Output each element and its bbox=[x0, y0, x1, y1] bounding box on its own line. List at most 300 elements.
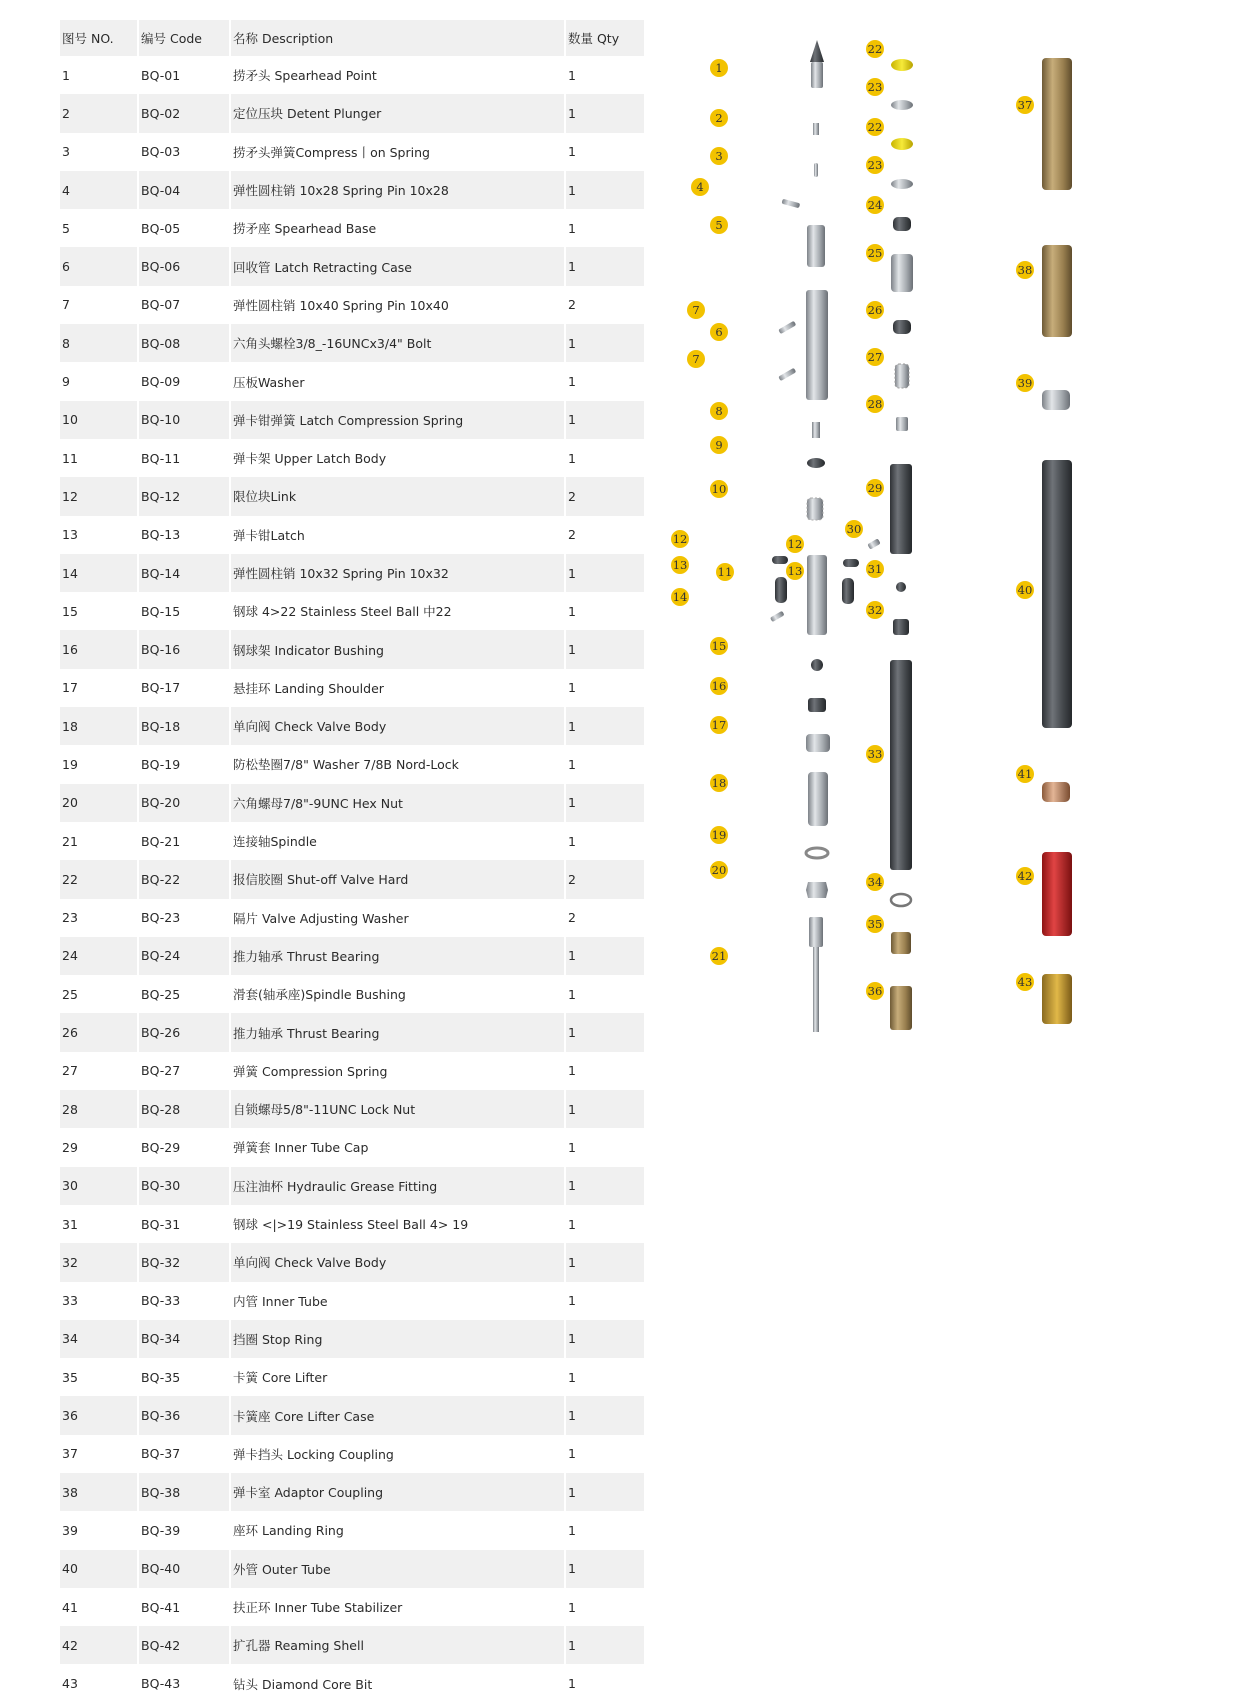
part-latch-spring bbox=[807, 498, 823, 520]
cell-no: 21 bbox=[62, 833, 78, 849]
table-row bbox=[60, 899, 644, 937]
callout-badge bbox=[866, 40, 884, 58]
table-row bbox=[60, 1013, 644, 1051]
table-header-row bbox=[60, 20, 644, 56]
callout-badge-number: 15 bbox=[711, 639, 727, 653]
callout-badge-number: 33 bbox=[867, 747, 883, 761]
callout-badge-number: 22 bbox=[867, 120, 883, 134]
table-row bbox=[60, 669, 644, 707]
cell-code: BQ-39 bbox=[138, 1511, 230, 1549]
callout-badge-number: 7 bbox=[692, 303, 700, 317]
cell-description: 弹卡钳Latch bbox=[230, 516, 565, 554]
cell-no: 26 bbox=[60, 1013, 138, 1051]
cell-code: BQ-27 bbox=[138, 1052, 230, 1090]
cell-code: BQ-42 bbox=[138, 1626, 230, 1664]
table-row bbox=[60, 1243, 644, 1281]
part-nord-lock-washer bbox=[806, 848, 828, 858]
cell-no: 19 bbox=[62, 756, 78, 772]
cell-qty: 1 bbox=[565, 630, 644, 668]
part-grease-fitting bbox=[867, 538, 880, 549]
cell-description: 回收管 Latch Retracting Case bbox=[230, 247, 565, 285]
callout-badge-number: 3 bbox=[715, 149, 723, 163]
callout-badge-number: 24 bbox=[867, 198, 883, 212]
cell-qty: 1 bbox=[565, 247, 644, 285]
callout-badge-number: 42 bbox=[1017, 869, 1033, 883]
table-row bbox=[60, 745, 644, 783]
callout-badge bbox=[691, 178, 709, 196]
callout-badge bbox=[710, 677, 728, 695]
cell-description: 弹簧套 Inner Tube Cap bbox=[230, 1128, 565, 1166]
cell-description: 外管 Outer Tube bbox=[230, 1550, 565, 1588]
callout-badge-number: 18 bbox=[711, 776, 727, 790]
callout-badge bbox=[710, 826, 728, 844]
table-row bbox=[60, 1550, 644, 1588]
part-valve-washer-b bbox=[891, 179, 913, 189]
table-row bbox=[60, 477, 644, 515]
part-spearhead-point bbox=[810, 40, 824, 88]
cell-no: 2 bbox=[60, 94, 138, 132]
cell-no: 39 bbox=[62, 1522, 78, 1538]
callout-badge bbox=[710, 147, 728, 165]
cell-description: 内管 Inner Tube bbox=[230, 1282, 565, 1320]
part-detent-plunger bbox=[813, 123, 819, 135]
part-hex-bolt bbox=[812, 422, 820, 438]
cell-qty: 1 bbox=[565, 784, 644, 822]
cell-description: 自锁螺母5/8"-11UNC Lock Nut bbox=[230, 1090, 565, 1128]
table-row bbox=[60, 707, 644, 745]
cell-description: 防松垫圈7/8" Washer 7/8B Nord-Lock bbox=[230, 745, 565, 783]
callout-badge-number: 38 bbox=[1017, 263, 1033, 277]
cell-qty: 2 bbox=[565, 516, 644, 554]
callout-badge-number: 4 bbox=[696, 180, 704, 194]
cell-description: 六角螺母7/8"-9UNC Hex Nut bbox=[230, 784, 565, 822]
part-latch-b bbox=[842, 578, 854, 604]
part-thrust-bearing-a bbox=[893, 217, 911, 231]
cell-no: 38 bbox=[60, 1473, 138, 1511]
callout-badge bbox=[710, 323, 728, 341]
callout-badge-number: 26 bbox=[867, 303, 883, 317]
cell-no: 36 bbox=[60, 1396, 138, 1434]
cell-no: 20 bbox=[60, 784, 138, 822]
part-landing-ring bbox=[1042, 390, 1070, 410]
cell-description: 捞矛头弹簧Compress丨on Spring bbox=[230, 133, 565, 171]
cell-no: 18 bbox=[60, 707, 138, 745]
cell-no: 34 bbox=[60, 1320, 138, 1358]
table-row bbox=[60, 1167, 644, 1205]
cell-code: BQ-28 bbox=[138, 1090, 230, 1128]
cell-description: 弹卡室 Adaptor Coupling bbox=[230, 1473, 565, 1511]
cell-code: BQ-33 bbox=[138, 1282, 230, 1320]
cell-no: 23 bbox=[62, 910, 78, 926]
table-row bbox=[60, 439, 644, 477]
cell-no: 30 bbox=[60, 1167, 138, 1205]
callout-badge bbox=[716, 563, 734, 581]
cell-description: 推力轴承 Thrust Bearing bbox=[230, 1013, 565, 1051]
part-steel-ball-22 bbox=[811, 659, 823, 671]
cell-no: 40 bbox=[60, 1550, 138, 1588]
callout-badge bbox=[845, 520, 863, 538]
cell-qty: 1 bbox=[565, 1128, 644, 1166]
table-row bbox=[60, 1090, 644, 1128]
callout-badge-number: 8 bbox=[715, 404, 723, 418]
cell-qty: 1 bbox=[565, 1626, 644, 1664]
part-washer bbox=[807, 458, 825, 468]
cell-description: 扶正环 Inner Tube Stabilizer bbox=[230, 1588, 565, 1626]
callout-badge-number: 27 bbox=[867, 350, 883, 364]
table-row bbox=[60, 1435, 644, 1473]
callout-badge bbox=[866, 982, 884, 1000]
callout-badge bbox=[866, 156, 884, 174]
callout-badge bbox=[1016, 581, 1034, 599]
cell-no: 12 bbox=[60, 477, 138, 515]
cell-no: 35 bbox=[62, 1369, 78, 1385]
cell-code: BQ-34 bbox=[138, 1320, 230, 1358]
callout-badge-number: 40 bbox=[1017, 583, 1033, 597]
part-check-valve-body-b bbox=[893, 619, 909, 635]
cell-no: 9 bbox=[62, 374, 70, 390]
callout-badge-number: 23 bbox=[867, 158, 883, 172]
cell-description: 单向阀 Check Valve Body bbox=[230, 707, 565, 745]
callout-badge-number: 32 bbox=[867, 603, 883, 617]
callout-badge-number: 35 bbox=[867, 917, 883, 931]
cell-qty: 1 bbox=[565, 1358, 644, 1396]
cell-code: BQ-11 bbox=[138, 439, 230, 477]
callout-badge bbox=[866, 915, 884, 933]
callout-badge bbox=[710, 861, 728, 879]
cell-no: 28 bbox=[60, 1090, 138, 1128]
cell-no: 14 bbox=[60, 554, 138, 592]
cell-qty: 1 bbox=[565, 745, 644, 783]
cell-no: 25 bbox=[62, 986, 78, 1002]
cell-qty: 1 bbox=[565, 56, 644, 94]
cell-qty: 1 bbox=[565, 669, 644, 707]
callout-badge bbox=[710, 109, 728, 127]
callout-badge-number: 6 bbox=[715, 325, 723, 339]
callout-badge-number: 30 bbox=[846, 522, 862, 536]
cell-code: BQ-32 bbox=[138, 1243, 230, 1281]
cell-no: 22 bbox=[60, 860, 138, 898]
part-spearhead-spring bbox=[814, 163, 818, 177]
part-hex-nut bbox=[806, 882, 828, 898]
cell-code: BQ-09 bbox=[138, 362, 230, 400]
cell-description: 推力轴承 Thrust Bearing bbox=[230, 937, 565, 975]
table-row bbox=[60, 822, 644, 860]
cell-code: BQ-05 bbox=[138, 209, 230, 247]
cell-no: 6 bbox=[60, 247, 138, 285]
callout-badge bbox=[866, 348, 884, 366]
callout-badge-number: 37 bbox=[1017, 98, 1033, 112]
callout-badge bbox=[1016, 765, 1034, 783]
cell-qty: 1 bbox=[565, 1435, 644, 1473]
cell-qty: 2 bbox=[565, 286, 644, 324]
cell-no: 32 bbox=[60, 1243, 138, 1281]
cell-qty: 1 bbox=[565, 1052, 644, 1090]
callout-badge-number: 19 bbox=[711, 828, 727, 842]
table-row bbox=[60, 1588, 644, 1626]
cell-description: 弹卡钳弹簧 Latch Compression Spring bbox=[230, 401, 565, 439]
part-link-b bbox=[843, 559, 859, 567]
exploded-parts-diagram bbox=[672, 20, 1220, 1140]
cell-code: BQ-19 bbox=[138, 745, 230, 783]
part-spring-pin-10x40-b bbox=[778, 368, 796, 381]
cell-code: BQ-02 bbox=[138, 94, 230, 132]
cell-description: 压板Washer bbox=[230, 362, 565, 400]
cell-qty: 1 bbox=[565, 1013, 644, 1051]
table-row bbox=[60, 1052, 644, 1090]
callout-badge bbox=[710, 216, 728, 234]
callout-badges bbox=[671, 40, 1034, 1000]
cell-description: 弹性圆柱销 10x40 Spring Pin 10x40 bbox=[230, 286, 565, 324]
callout-badge-number: 10 bbox=[711, 482, 727, 496]
cell-qty: 1 bbox=[565, 324, 644, 362]
callout-badge-number: 1 bbox=[715, 61, 723, 75]
cell-description: 压注油杯 Hydraulic Grease Fitting bbox=[230, 1167, 565, 1205]
part-thrust-bearing-b bbox=[893, 320, 911, 334]
part-steel-ball-19 bbox=[896, 582, 906, 592]
cell-code: BQ-04 bbox=[138, 171, 230, 209]
cell-qty: 1 bbox=[565, 937, 644, 975]
cell-description: 卡簧 Core Lifter bbox=[230, 1358, 565, 1396]
cell-no: 43 bbox=[62, 1676, 78, 1692]
cell-qty: 1 bbox=[565, 133, 644, 171]
table-row bbox=[60, 1511, 644, 1549]
part-adaptor-coupling bbox=[1042, 245, 1072, 337]
part-latch-a bbox=[775, 577, 787, 603]
part-core-lifter bbox=[891, 932, 911, 954]
table-row bbox=[60, 133, 644, 171]
cell-code: BQ-41 bbox=[138, 1588, 230, 1626]
cell-qty: 1 bbox=[565, 592, 644, 630]
table-row bbox=[60, 247, 644, 285]
cell-no: 41 bbox=[62, 1599, 78, 1615]
table-row bbox=[60, 171, 644, 209]
callout-badge bbox=[866, 479, 884, 497]
part-core-lifter-case bbox=[890, 986, 912, 1030]
cell-description: 弹卡挡头 Locking Coupling bbox=[230, 1435, 565, 1473]
callout-badge bbox=[710, 59, 728, 77]
callout-badge-number: 23 bbox=[867, 80, 883, 94]
cell-code: BQ-08 bbox=[138, 324, 230, 362]
cell-code: BQ-06 bbox=[138, 247, 230, 285]
cell-qty: 1 bbox=[565, 439, 644, 477]
cell-qty: 1 bbox=[565, 1473, 644, 1511]
cell-code: BQ-20 bbox=[138, 784, 230, 822]
callout-badge-number: 21 bbox=[711, 949, 727, 963]
cell-no: 31 bbox=[62, 1216, 78, 1232]
callout-badge bbox=[866, 395, 884, 413]
callout-badge-number: 41 bbox=[1017, 767, 1033, 781]
cell-description: 弹性圆柱销 10x28 Spring Pin 10x28 bbox=[230, 171, 565, 209]
cell-no: 10 bbox=[60, 401, 138, 439]
cell-code: BQ-14 bbox=[138, 554, 230, 592]
cell-code: BQ-16 bbox=[138, 630, 230, 668]
callout-badge bbox=[710, 402, 728, 420]
cell-code: BQ-03 bbox=[138, 133, 230, 171]
part-spring-pin-10x28 bbox=[782, 199, 801, 208]
part-indicator-bushing bbox=[808, 698, 826, 712]
callout-badge bbox=[866, 301, 884, 319]
cell-description: 报信胶圈 Shut-off Valve Hard bbox=[230, 860, 565, 898]
part-spindle bbox=[809, 917, 823, 1032]
cell-no: 1 bbox=[62, 67, 70, 83]
cell-description: 定位压块 Detent Plunger bbox=[230, 94, 565, 132]
parts-drawing bbox=[672, 20, 1220, 1140]
cell-code: BQ-31 bbox=[138, 1205, 230, 1243]
cell-qty: 1 bbox=[565, 94, 644, 132]
table-row bbox=[60, 324, 644, 362]
callout-badge bbox=[1016, 867, 1034, 885]
table-row bbox=[60, 56, 644, 94]
cell-qty: 1 bbox=[565, 822, 644, 860]
cell-qty: 1 bbox=[565, 1243, 644, 1281]
callout-badge bbox=[687, 301, 705, 319]
callout-badge bbox=[786, 535, 804, 553]
cell-code: BQ-24 bbox=[138, 937, 230, 975]
callout-badge-number: 36 bbox=[867, 984, 883, 998]
callout-badge-number: 2 bbox=[715, 111, 723, 125]
cell-no: 29 bbox=[62, 1139, 78, 1155]
part-spring-pin-10x40-a bbox=[778, 321, 796, 334]
cell-no: 27 bbox=[62, 1063, 78, 1079]
cell-code: BQ-01 bbox=[138, 56, 230, 94]
callout-badge bbox=[866, 196, 884, 214]
part-reaming-shell bbox=[1042, 852, 1072, 936]
cell-code: BQ-17 bbox=[138, 669, 230, 707]
part-check-valve-body-a bbox=[808, 772, 828, 826]
part-latch-retracting-case bbox=[806, 290, 828, 400]
callout-badge-number: 12 bbox=[672, 532, 688, 546]
cell-no: 16 bbox=[60, 630, 138, 668]
table-row bbox=[60, 1664, 644, 1702]
header-description: 名称 Description bbox=[230, 20, 565, 56]
part-shutoff-valve-b bbox=[891, 138, 913, 150]
callout-badge-number: 5 bbox=[715, 218, 723, 232]
cell-qty: 1 bbox=[565, 707, 644, 745]
table-row bbox=[60, 554, 644, 592]
cell-description: 单向阀 Check Valve Body bbox=[230, 1243, 565, 1281]
part-spring-pin-10x32 bbox=[770, 611, 785, 622]
cell-qty: 1 bbox=[565, 1167, 644, 1205]
callout-badge bbox=[1016, 96, 1034, 114]
part-diamond-core-bit bbox=[1042, 974, 1072, 1024]
callout-badge-number: 34 bbox=[867, 875, 883, 889]
cell-qty: 1 bbox=[565, 1205, 644, 1243]
cell-qty: 1 bbox=[565, 362, 644, 400]
cell-qty: 1 bbox=[565, 1090, 644, 1128]
cell-code: BQ-40 bbox=[138, 1550, 230, 1588]
callout-badge bbox=[866, 244, 884, 262]
callout-badge-number: 13 bbox=[787, 564, 803, 578]
callout-badge-number: 14 bbox=[672, 590, 688, 604]
cell-no: 15 bbox=[62, 603, 78, 619]
header-code: 编号 Code bbox=[138, 20, 230, 56]
callout-badge bbox=[710, 637, 728, 655]
cell-qty: 2 bbox=[565, 860, 644, 898]
cell-no: 5 bbox=[62, 220, 70, 236]
cell-description: 钢球架 Indicator Bushing bbox=[230, 630, 565, 668]
cell-description: 钢球 <|>19 Stainless Steel Ball 4> 19 bbox=[230, 1205, 565, 1243]
callout-badge bbox=[710, 774, 728, 792]
cell-description: 钻头 Diamond Core Bit bbox=[230, 1664, 565, 1702]
cell-code: BQ-21 bbox=[138, 822, 230, 860]
cell-description: 限位块Link bbox=[230, 477, 565, 515]
part-landing-shoulder bbox=[806, 734, 830, 752]
part-spindle-bushing bbox=[891, 254, 913, 292]
cell-qty: 2 bbox=[565, 899, 644, 937]
cell-description: 钢球 4>22 Stainless Steel Ball 中22 bbox=[230, 592, 565, 630]
callout-badge-number: 31 bbox=[867, 562, 883, 576]
cell-description: 捞矛头 Spearhead Point bbox=[230, 56, 565, 94]
callout-badge bbox=[710, 947, 728, 965]
cell-code: BQ-37 bbox=[138, 1435, 230, 1473]
callout-badge bbox=[671, 556, 689, 574]
callout-badge bbox=[1016, 973, 1034, 991]
header-qty: 数量 Qty bbox=[565, 20, 644, 56]
cell-description: 弹卡架 Upper Latch Body bbox=[230, 439, 565, 477]
table-row bbox=[60, 1205, 644, 1243]
cell-qty: 1 bbox=[565, 1511, 644, 1549]
callout-badge bbox=[671, 530, 689, 548]
callout-badge-number: 9 bbox=[715, 438, 723, 452]
cell-description: 悬挂环 Landing Shoulder bbox=[230, 669, 565, 707]
callout-badge bbox=[786, 562, 804, 580]
table-row bbox=[60, 975, 644, 1013]
callout-badge-number: 16 bbox=[711, 679, 727, 693]
cell-qty: 1 bbox=[565, 1588, 644, 1626]
part-inner-tube-stabilizer bbox=[1042, 782, 1070, 802]
table-row bbox=[60, 1396, 644, 1434]
cell-no: 4 bbox=[60, 171, 138, 209]
callout-badge-number: 13 bbox=[672, 558, 688, 572]
callout-badge-number: 43 bbox=[1017, 975, 1033, 989]
cell-qty: 1 bbox=[565, 1320, 644, 1358]
cell-qty: 1 bbox=[565, 209, 644, 247]
cell-code: BQ-43 bbox=[138, 1664, 230, 1702]
table-row bbox=[60, 1320, 644, 1358]
cell-description: 隔片 Valve Adjusting Washer bbox=[230, 899, 565, 937]
table-row bbox=[60, 1358, 644, 1396]
cell-no: 11 bbox=[62, 450, 78, 466]
table-row bbox=[60, 401, 644, 439]
part-spearhead-base bbox=[807, 225, 825, 267]
cell-code: BQ-23 bbox=[138, 899, 230, 937]
cell-qty: 1 bbox=[565, 1282, 644, 1320]
part-shutoff-valve-a bbox=[891, 59, 913, 71]
cell-qty: 1 bbox=[565, 975, 644, 1013]
cell-code: BQ-29 bbox=[138, 1128, 230, 1166]
table-row bbox=[60, 937, 644, 975]
table-body bbox=[60, 56, 644, 1703]
table-row bbox=[60, 1473, 644, 1511]
cell-no: 3 bbox=[62, 144, 70, 160]
cell-description: 扩孔器 Reaming Shell bbox=[230, 1626, 565, 1664]
callout-badge bbox=[866, 873, 884, 891]
table-row bbox=[60, 209, 644, 247]
callout-badge bbox=[710, 716, 728, 734]
callout-badge-number: 12 bbox=[787, 537, 803, 551]
callout-badge bbox=[866, 118, 884, 136]
header-no: 图号 NO. bbox=[60, 20, 138, 56]
cell-description: 挡圈 Stop Ring bbox=[230, 1320, 565, 1358]
table-row bbox=[60, 784, 644, 822]
cell-qty: 1 bbox=[565, 554, 644, 592]
cell-qty: 1 bbox=[565, 1664, 644, 1702]
cell-code: BQ-10 bbox=[138, 401, 230, 439]
callout-badge bbox=[866, 560, 884, 578]
cell-no: 8 bbox=[60, 324, 138, 362]
cell-qty: 2 bbox=[565, 477, 644, 515]
part-lock-nut bbox=[896, 417, 908, 431]
